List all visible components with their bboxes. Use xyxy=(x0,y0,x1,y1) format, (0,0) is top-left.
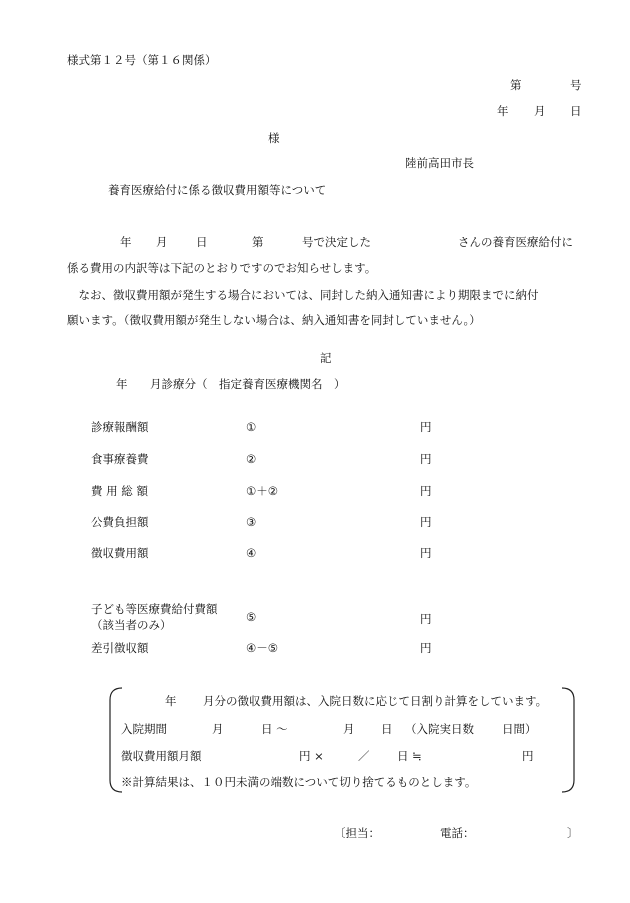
calc-year: 年 xyxy=(165,694,177,708)
fee-unit: 円 xyxy=(420,420,432,434)
calc-line1: 月分の徴収費用額は、入院日数に応じて日割り計算をしています。 xyxy=(203,694,548,708)
fee-label: 差引徴収額 xyxy=(91,641,149,655)
addressee-honorific: 様 xyxy=(268,131,280,145)
body-year: 年 xyxy=(120,235,132,249)
body-number-prefix: 第 xyxy=(252,235,264,249)
contact-phone-label: 電話： xyxy=(440,826,475,840)
issuer-name: 陸前高田市長 xyxy=(405,156,474,170)
body-line4: 願います。（徴収費用額が発生しない場合は、納入通知書を同封していません。） xyxy=(67,313,481,327)
fee-mark: ② xyxy=(246,452,257,466)
fee-unit: 円 xyxy=(420,546,432,560)
fee-label: 費 用 総 額 xyxy=(91,484,148,498)
fee-mark: ④－⑤ xyxy=(246,641,279,655)
actual-days-label: （入院実日数 xyxy=(405,722,474,736)
fee-unit: 円 xyxy=(420,515,432,529)
rounding-note: ※計算結果は、１０円未満の端数について切り捨てるものとします。 xyxy=(121,775,477,789)
body-line1-end: さんの養育医療給付に xyxy=(458,235,573,249)
body-month: 月 xyxy=(156,235,168,249)
fee-unit: 円 xyxy=(420,484,432,498)
admission-month-to: 月 xyxy=(343,722,355,736)
fee-mark: ④ xyxy=(246,546,257,560)
body-line2: 係る費用の内訳等は下記のとおりですのでお知らせします。 xyxy=(67,261,377,275)
date-year: 年 xyxy=(497,104,509,118)
body-day: 日 xyxy=(196,235,208,249)
fee-label: 徴収費用額 xyxy=(91,546,149,560)
monthly-fee-label: 徴収費用額月額 xyxy=(121,749,202,763)
actual-days-unit: 日間） xyxy=(502,722,537,736)
date-day: 日 xyxy=(570,104,582,118)
fee-unit: 円 xyxy=(420,641,432,655)
notice-heading: 記 xyxy=(320,351,332,365)
admission-period-label: 入院期間 xyxy=(121,722,167,736)
doc-number-suffix: 号 xyxy=(570,78,582,92)
fee-label: 診療報酬額 xyxy=(91,420,149,434)
body-line3: なお、徴収費用額が発生する場合においては、同封した納入通知書により期限までに納付 xyxy=(67,288,539,302)
fee-unit: 円 xyxy=(420,612,432,626)
doc-number-prefix: 第 xyxy=(510,78,522,92)
fee-mark: ① xyxy=(246,420,257,434)
contact-person-label: 〔担当： xyxy=(334,826,380,840)
date-month: 月 xyxy=(534,104,546,118)
fee-unit: 円 xyxy=(420,452,432,466)
period-year: 年 xyxy=(116,377,128,391)
fee-label: 子ども等医療費給付費額 xyxy=(91,602,218,616)
admission-day-from: 日 ～ xyxy=(261,722,288,736)
subject-line: 養育医療給付に係る徴収費用額等について xyxy=(108,183,327,197)
fee-mark: ⑤ xyxy=(246,610,257,624)
body-number-suffix: 号で決定した xyxy=(302,235,371,249)
fee-sublabel: （該当者のみ） xyxy=(91,618,172,632)
monthly-fee-result-yen: 円 xyxy=(522,749,534,763)
fee-mark: ③ xyxy=(246,515,257,529)
fee-label: 公費負担額 xyxy=(91,515,149,529)
contact-close-bracket: 〕 xyxy=(567,826,579,840)
monthly-fee-days: 日 ≒ xyxy=(397,749,422,763)
form-number: 様式第１２号（第１６関係） xyxy=(67,53,217,67)
admission-month-from: 月 xyxy=(212,722,224,736)
fee-label: 食事療養費 xyxy=(91,452,149,466)
monthly-fee-yen: 円 × xyxy=(299,749,324,763)
fee-mark: ①＋② xyxy=(246,484,279,498)
monthly-fee-slash: ／ xyxy=(358,749,370,763)
period-detail: 月診療分（ 指定養育医療機関名 ） xyxy=(150,377,346,391)
admission-day-to: 日 xyxy=(381,722,393,736)
